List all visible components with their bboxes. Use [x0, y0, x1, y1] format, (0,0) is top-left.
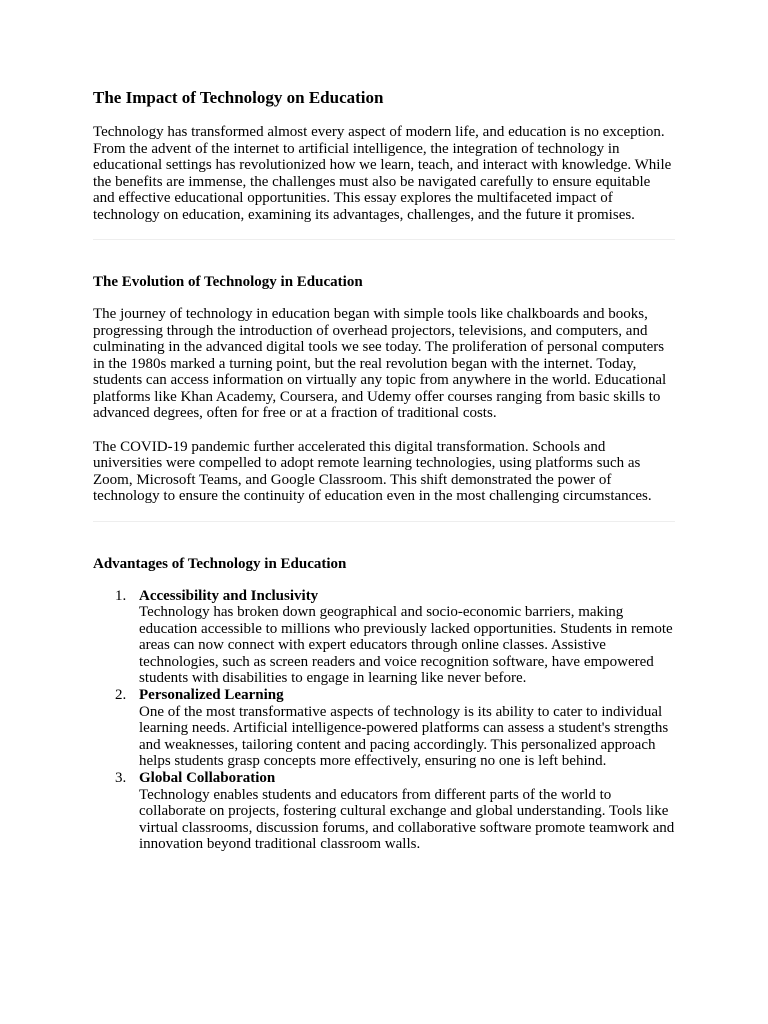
list-item	[93, 770, 675, 853]
list-item-number: 3.	[115, 770, 127, 787]
list-item-body: Technology has broken down geographical and socio-economic barriers, making education accessible to millions who previously lacked opportunities. Students in remote areas can now connect with expert educators through online classes. Assistive technologies, such as screen readers and voice recognition software, have empowered students with disabilities to engage in learning like never before.	[139, 604, 673, 687]
list-item-title: Personalized Learning	[139, 687, 284, 704]
section-divider	[93, 521, 675, 522]
list-item-body: Technology enables students and educators from different parts of the world to collaborate on projects, fostering cultural exchange and global understanding. Tools like virtual classrooms, discussion forums, and collaborative software promote teamwork and innovation beyond traditional classroom walls.	[139, 786, 675, 853]
evolution-heading: The Evolution of Technology in Education	[93, 274, 363, 290]
document-title: The Impact of Technology on Education	[93, 88, 384, 107]
list-item-number: 2.	[115, 687, 127, 704]
advantages-heading: Advantages of Technology in Education	[93, 555, 347, 572]
list-item	[93, 588, 675, 688]
intro-paragraph: Technology has transformed almost every aspect of modern life, and education is no exception. From the advent of the internet to artificial intelligence, the integration of technology in educational settings has revolutionized how we learn, teach, and interact with knowledge. While the benefits are immense, the challenges must also be navigated carefully to ensure equitable and effective educational opportunities. This essay explores the multifaceted impact of technology on education, examining its advantages, challenges, and the future it promises.	[93, 124, 672, 223]
list-item-title: Accessibility and Inclusivity	[139, 587, 319, 604]
evolution-paragraph-2: The COVID-19 pandemic further accelerated this digital transformation. Schools and universities were compelled to adopt remote learning technologies, using platforms such as Zoom, Microsoft Teams, and Google Classroom. This shift demonstrated the power of technology to ensure the continuity of education even in the most challenging circumstances.	[93, 438, 652, 504]
list-item-title: Global Collaboration	[139, 770, 276, 787]
list-item	[93, 687, 675, 770]
document-page	[93, 88, 675, 853]
evolution-paragraph-1: The journey of technology in education began with simple tools like chalkboards and books, progressing through the introduction of overhead projectors, televisions, and computers, and culminating in the advanced digital tools we see today. The proliferation of personal computers in the 1980s marked a turning point, but the real revolution began with the internet. Today, students can access information on virtually any topic from anywhere in the world. Educational platforms like Khan Academy, Coursera, and Udemy offer courses ranging from basic skills to advanced degrees, often for free or at a fraction of traditional costs.	[93, 306, 667, 421]
section-divider	[93, 239, 675, 240]
list-item-body: One of the most transformative aspects of technology is its ability to cater to individual learning needs. Artificial intelligence-powered platforms can assess a student's strengths and weaknesses, tailoring content and pacing accordingly. This personalized approach helps students grasp concepts more effectively, ensuring no one is left behind.	[139, 703, 669, 770]
list-item-number: 1.	[115, 587, 127, 604]
advantages-list	[93, 588, 675, 854]
